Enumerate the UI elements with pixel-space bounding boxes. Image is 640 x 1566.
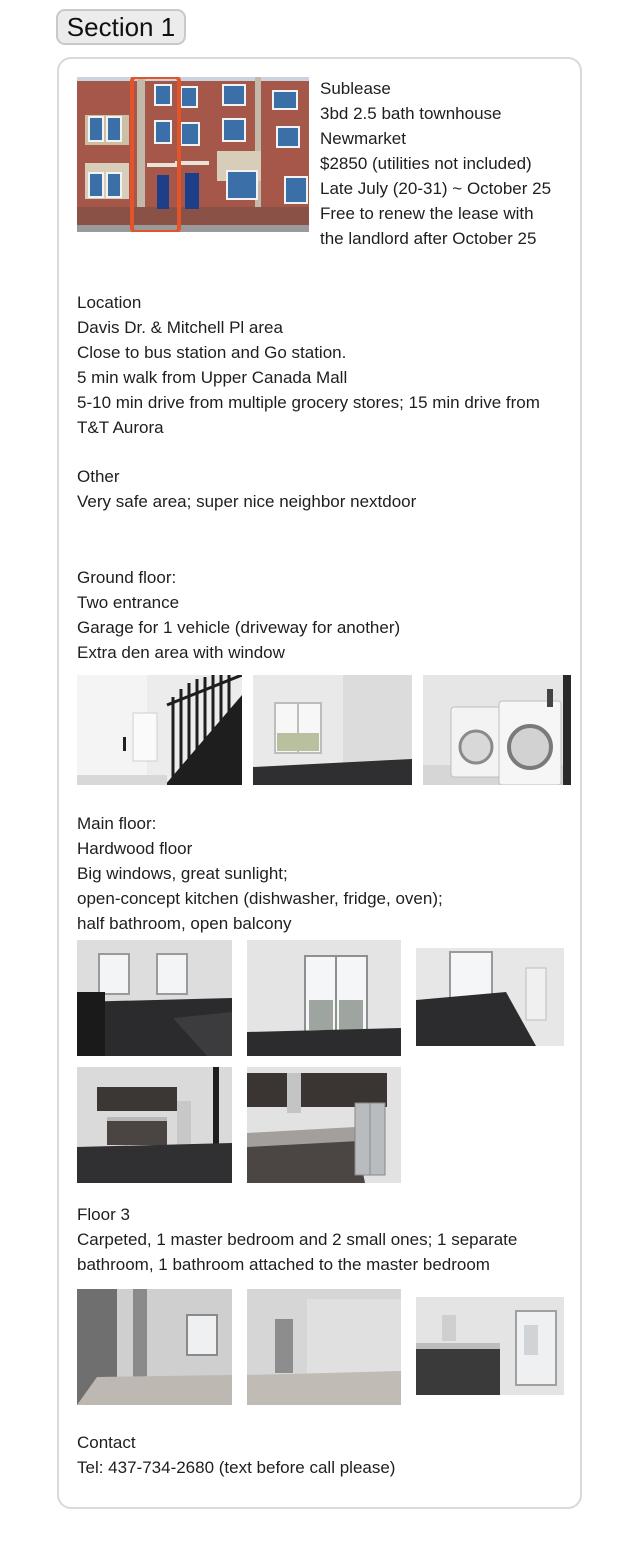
intro-title: Sublease xyxy=(320,79,391,98)
ground-floor-stairs-photo[interactable] xyxy=(77,675,242,785)
location-tnt: T&T Aurora xyxy=(77,418,164,437)
main-floor-section xyxy=(77,811,443,936)
floor-3-bathroom-photo[interactable] xyxy=(416,1297,564,1395)
floor-3-bedroom-photo-2[interactable] xyxy=(247,1289,401,1405)
other-heading: Other xyxy=(77,467,120,486)
floor-3-bedrooms: Carpeted, 1 master bedroom and 2 small ones; 1 separate xyxy=(77,1230,518,1249)
contact-section xyxy=(77,1430,395,1480)
intro-dates: Late July (20-31) ~ October 25 xyxy=(320,179,552,198)
floor-3-bedroom-photo-1[interactable] xyxy=(77,1289,232,1405)
kitchen-photo-1[interactable] xyxy=(77,1067,232,1183)
intro-renew-line-2: the landlord after October 25 xyxy=(320,229,537,248)
location-grocery: 5-10 min drive from multiple grocery stores; 15 min drive from xyxy=(77,393,540,412)
ground-floor-garage: Garage for 1 vehicle (driveway for another) xyxy=(77,618,401,637)
contact-phone[interactable]: Tel: 437-734-2680 (text before call please) xyxy=(77,1458,396,1477)
townhouse-exterior-photo[interactable] xyxy=(77,77,309,232)
location-section xyxy=(77,290,540,440)
main-floor-hardwood: Hardwood floor xyxy=(77,839,193,858)
intro-text xyxy=(320,76,551,251)
contact-heading: Contact xyxy=(77,1433,136,1452)
intro-rent: $2850 (utilities not included) xyxy=(320,154,532,173)
location-transit: Close to bus station and Go station. xyxy=(77,343,347,362)
main-floor-windows: Big windows, great sunlight; xyxy=(77,864,288,883)
ground-floor-den: Extra den area with window xyxy=(77,643,285,662)
ground-floor-den-photo[interactable] xyxy=(253,675,412,785)
floor-3-heading: Floor 3 xyxy=(77,1205,130,1224)
intro-renew-line-1: Free to renew the lease with xyxy=(320,204,534,223)
main-floor-kitchen: open-concept kitchen (dishwasher, fridge, oven); xyxy=(77,889,443,908)
location-mall: 5 min walk from Upper Canada Mall xyxy=(77,368,348,387)
main-floor-heading: Main floor: xyxy=(77,814,157,833)
floor-3-section xyxy=(77,1202,517,1277)
kitchen-photo-2[interactable] xyxy=(247,1067,401,1183)
other-section xyxy=(77,464,416,514)
location-area: Davis Dr. & Mitchell Pl area xyxy=(77,318,283,337)
laundry-photo[interactable] xyxy=(423,675,571,785)
location-heading: Location xyxy=(77,293,142,312)
ground-floor-heading: Ground floor: xyxy=(77,568,177,587)
main-floor-balcony-door-photo[interactable] xyxy=(247,940,401,1056)
section-1-tab[interactable]: Section 1 xyxy=(56,9,186,45)
main-floor-living-photo[interactable] xyxy=(77,940,232,1056)
main-floor-bath-balcony: half bathroom, open balcony xyxy=(77,914,292,933)
floor-3-bathrooms: bathroom, 1 bathroom attached to the master bedroom xyxy=(77,1255,490,1274)
ground-floor-entrance: Two entrance xyxy=(77,593,180,612)
ground-floor-section xyxy=(77,565,400,665)
intro-city: Newmarket xyxy=(320,129,406,148)
intro-unit-type: 3bd 2.5 bath townhouse xyxy=(320,104,502,123)
other-safety: Very safe area; super nice neighbor nextdoor xyxy=(77,492,417,511)
main-floor-hall-photo[interactable] xyxy=(416,948,564,1046)
